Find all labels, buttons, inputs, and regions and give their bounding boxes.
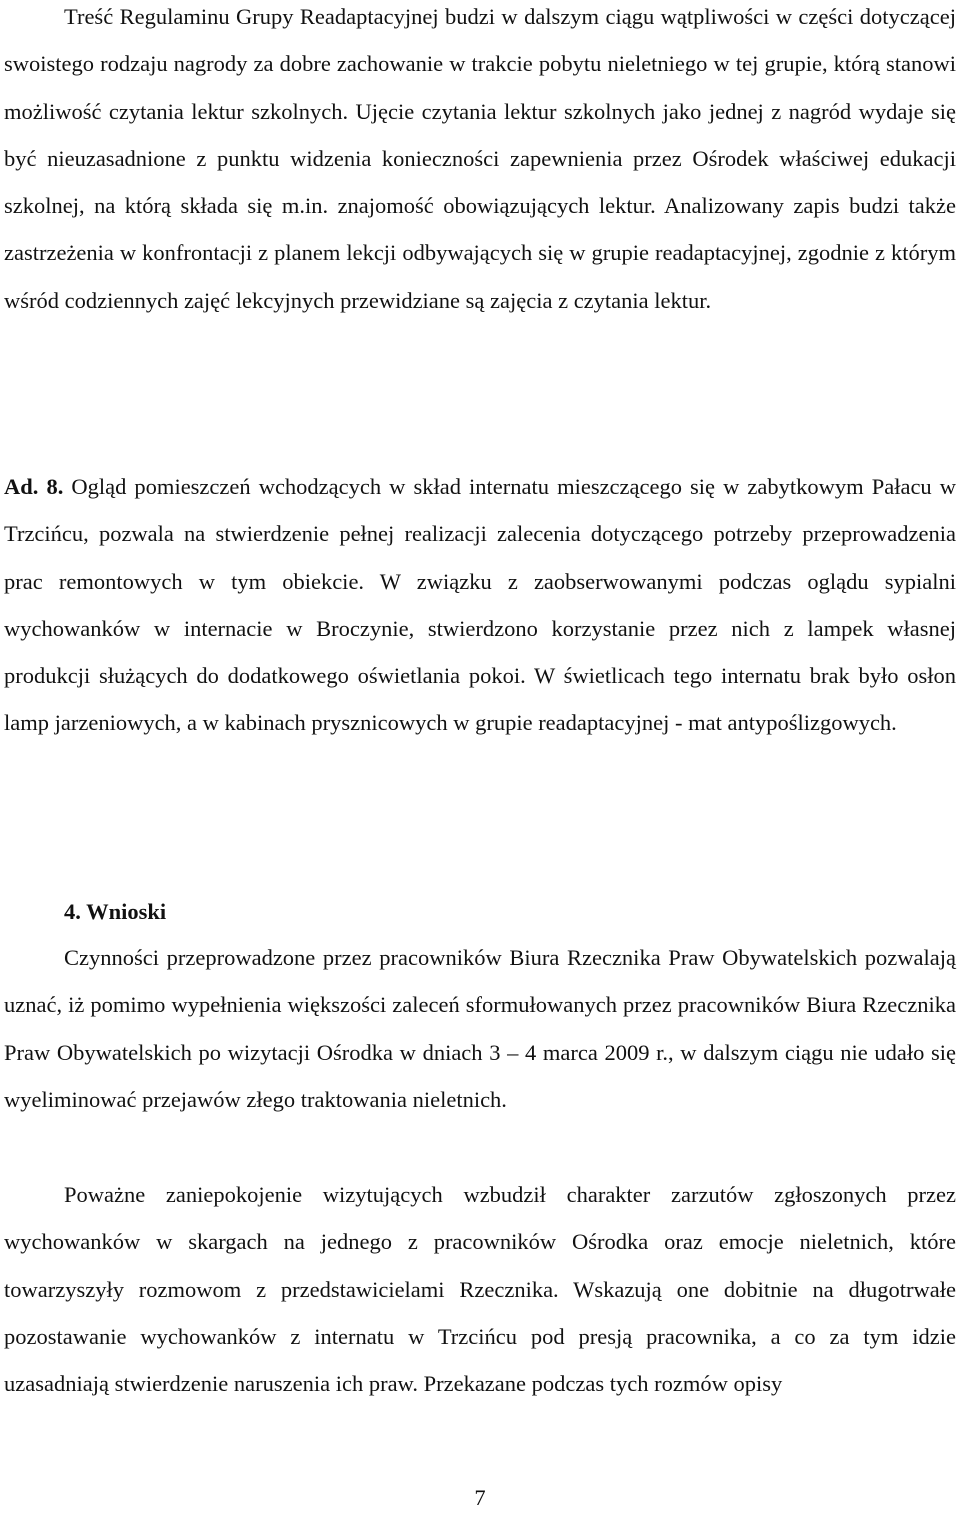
paragraph-ad-8-text: Ogląd pomieszczeń wchodzących w skład internatu mieszczącego się w zabytkowym Pałacu w Trzcińcu, pozwala na stwierdzenie pełnej realizacji zalecenia dotyczącego potrzeby przeprowadzenia prac remontowych w tym obiekcie. W związku z zaobserwowanymi podczas oglądu sypialni wychowanków w internacie w Broczynie, stwierdzono korzystanie przez nich z lampek własnej produkcji służących do dodatkowego oświetlania pokoi. W świetlicach tego internatu brak było osłon lamp jarzeniowych, a w kabinach prysznicowych w grupie readaptacyjnej - mat antypoślizgowych. (4, 474, 956, 736)
paragraph-ad-8 (0, 463, 960, 747)
paragraph-wnioski-2 (0, 1171, 960, 1407)
paragraph-regulamin-text: Treść Regulaminu Grupy Readaptacyjnej budzi w dalszym ciągu wątpliwości w części dotyczącej swoistego rodzaju nagrody za dobre zachowanie w trakcie pobytu nieletniego w tej grupie, którą stanowi możliwość czytania lektur szkolnych. Ujęcie czytania lektur szkolnych jako jednej z nagród wydaje się być nieuzasadnione z punktu widzenia konieczności zapewnienia przez Ośrodek właściwej edukacji szkolnej, na którą składa się m.in. znajomość obowiązujących lektur. Analizowany zapis budzi także zastrzeżenia w konfrontacji z planem lekcji odbywających się w grupie readaptacyjnej, zgodnie z którym wśród codziennych zajęć lekcyjnych przewidziane są zajęcia z czytania lektur. (4, 4, 956, 313)
paragraph-wnioski-2-text: Poważne zaniepokojenie wizytujących wzbudził charakter zarzutów zgłoszonych przez wychowanków w skargach na jednego z pracowników Ośrodka oraz emocje nieletnich, które towarzyszyły rozmowom z przedstawicielami Rzecznika. Wskazują one dobitnie na długotrwałe pozostawanie wychowanków z internatu w Trzcińcu pod presją pracownika, a co za tym idzie uzasadniają stwierdzenie naruszenia ich praw. Przekazane podczas tych rozmów opisy (4, 1182, 956, 1397)
section-number: 4. (64, 899, 81, 924)
paragraph-wnioski-1-text: Czynności przeprowadzone przez pracowników Biura Rzecznika Praw Obywatelskich pozwalają uznać, iż pomimo wypełnienia większości zaleceń sformułowanych przez pracowników Biura Rzecznika Praw Obywatelskich po wizytacji Ośrodka w dniach 3 – 4 marca 2009 r., w dalszym ciągu nie udało się wyeliminować przejawów złego traktowania nieletnich. (4, 945, 956, 1112)
paragraph-regulamin (0, 0, 960, 324)
section-title: Wnioski (86, 899, 167, 924)
paragraph-wnioski-1 (0, 934, 960, 1123)
section-heading (64, 888, 166, 935)
page-number: 7 (474, 1485, 486, 1510)
ad-8-label: Ad. 8. (4, 474, 64, 499)
